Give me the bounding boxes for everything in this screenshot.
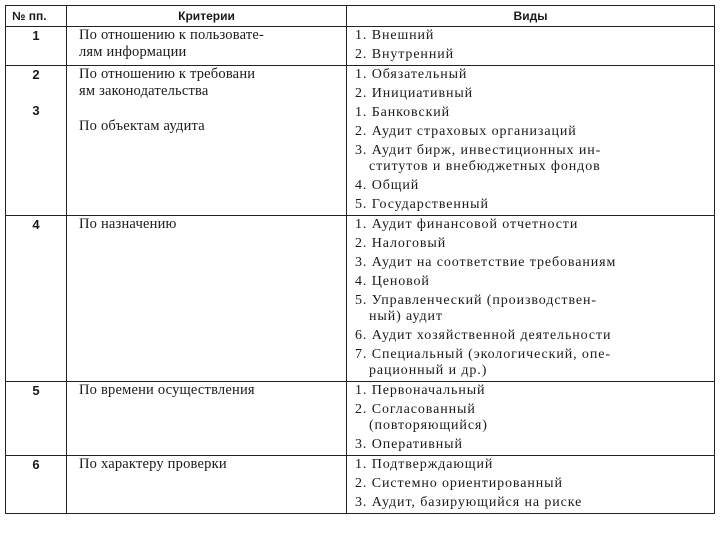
row-number-cell (6, 382, 67, 456)
type-item: 3. Оперативный (355, 437, 463, 452)
type-item: 6. Аудит хозяйственной деятельности (355, 328, 612, 343)
type-item: 2. Согласованный (повторяющийся) (355, 402, 488, 433)
type-item: 3. Аудит, базирующийся на риске (355, 495, 583, 510)
type-item: 1. Внешний (355, 28, 435, 43)
criteria-line: По объектам аудита (79, 118, 205, 134)
type-item: 4. Ценовой (355, 274, 430, 289)
criteria-cell (67, 456, 347, 514)
row-number: 4 (32, 217, 40, 232)
type-item: 2. Налоговый (355, 236, 447, 251)
type-item: 1. Аудит финансовой отчетности (355, 217, 579, 232)
criteria-line: ям законодательства (79, 83, 209, 99)
table-row (6, 382, 715, 456)
type-item: 2. Системно ориентированный (355, 476, 563, 491)
type-item: 4. Общий (355, 178, 420, 193)
criteria-line: По времени осуществления (79, 382, 255, 398)
type-item: 1. Первоначальный (355, 383, 486, 398)
type-item: 1. Обязательный (355, 67, 468, 82)
row-number: 3 (32, 103, 40, 118)
criteria-line: По характеру проверки (79, 456, 227, 472)
criteria-cell (67, 216, 347, 382)
types-cell (347, 27, 715, 66)
criteria-cell (67, 382, 347, 456)
criteria-line: По назначению (79, 216, 177, 232)
types-cell (347, 382, 715, 456)
row-number-cell (6, 456, 67, 514)
row-number-cell (6, 216, 67, 382)
criteria-cell (67, 66, 347, 216)
type-item: 2. Внутренний (355, 47, 455, 62)
type-item: 1. Подтверждающий (355, 457, 494, 472)
row-number: 2 (32, 67, 40, 82)
row-number-cell (6, 27, 67, 66)
table-row (6, 27, 715, 66)
type-item: 3. Аудит на соответствие требованиям (355, 255, 617, 270)
row-number-cell (6, 66, 67, 216)
row-number: 6 (32, 457, 40, 472)
types-cell (347, 66, 715, 216)
criteria-line: лям информации (79, 44, 187, 60)
type-item: 5. Государственный (355, 197, 489, 212)
type-item: 1. Банковский (355, 105, 451, 120)
type-item: 2. Инициативный (355, 86, 474, 101)
table-row (6, 66, 715, 216)
types-cell (347, 456, 715, 514)
type-item: 5. Управленческий (производствен- ный) аудит (355, 293, 597, 324)
audit-types-table (5, 5, 715, 514)
header-criteria: Критерии (67, 6, 347, 27)
table-header-row (6, 6, 715, 27)
type-item: 2. Аудит страховых организаций (355, 124, 577, 139)
criteria-line: По отношению к пользовате- (79, 27, 265, 43)
criteria-cell (67, 27, 347, 66)
types-cell (347, 216, 715, 382)
row-number: 5 (32, 383, 40, 398)
header-types: Виды (347, 6, 715, 27)
table-row (6, 456, 715, 514)
header-number: № пп. (6, 6, 67, 27)
table-row (6, 216, 715, 382)
type-item: 7. Специальный (экологический, опе- рационный и др.) (355, 347, 611, 378)
type-item: 3. Аудит бирж, инвестиционных ин- ститутов и внебюджетных фондов (355, 143, 602, 174)
criteria-line: По отношению к требовани (79, 66, 256, 82)
row-number: 1 (32, 28, 40, 43)
